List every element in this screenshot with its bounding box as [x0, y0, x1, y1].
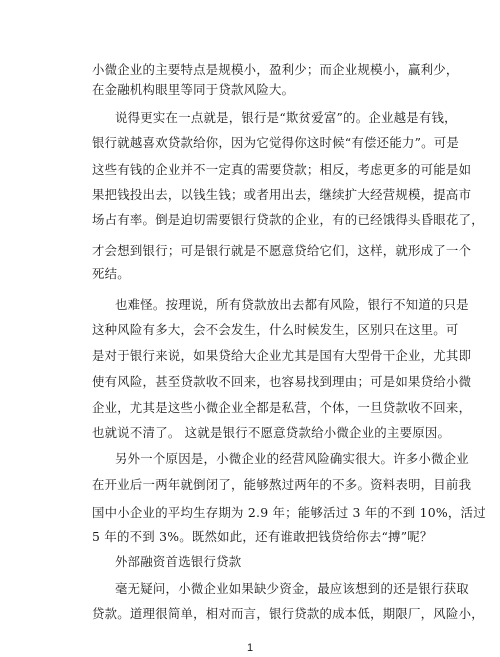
text-line: 也就说不清了。 这就是银行不愿意贷款给小微企业的主要原因。 [92, 425, 451, 440]
text-line: 小微企业的主要特点是规模小，盈利少；而企业规模小，赢利少， [92, 62, 459, 77]
text-line: 果把钱投出去，以钱生钱；或者用出去，继续扩大经营规模，提高市 [92, 187, 472, 202]
text-line: 这些有钱的企业并不一定真的需要贷款；相反，考虑更多的可能是如 [92, 162, 472, 177]
page-number: 1 [246, 642, 254, 654]
text-line: 也难怪。按理说，所有贷款放出去都有风险，银行不知道的只是 [115, 297, 469, 312]
text-line: 在金融机构眼里等同于贷款风险大。 [92, 82, 295, 97]
text-line: 5 年的不到 3%。既然如此，还有谁敢把钱贷给你去“搏”呢？ [92, 529, 433, 544]
text-line: 在开业后一两年就倒闭了，能够熬过两年的不多。资料表明，目前我 [92, 477, 472, 492]
text-line: 死结。 [92, 266, 130, 281]
text-line: 这种风险有多大，会不会发生，什么时候发生，区别只在这里。可 [92, 322, 459, 337]
text-line: 贷款。道理很简单，相对而言，银行贷款的成本低，期限厂，风险小， [92, 606, 484, 621]
text-line: 企业，尤其是这些小微企业全都是私营，个体，一旦贷款收不回来， [92, 400, 472, 415]
text-line: 另外一个原因是，小微企业的经营风险确实很大。许多小微企业 [115, 451, 469, 466]
text-line: 是对于银行来说，如果贷给大企业尤其是国有大型骨干企业，尤其即 [92, 348, 472, 363]
section-heading: 外部融资首选银行贷款 [115, 554, 242, 569]
text-line: 场占有率。倒是迫切需要银行贷款的企业，有的已经饿得头昏眼花了， [92, 212, 484, 227]
text-line: 才会想到银行；可是银行就是不愿意贷给它们，这样，就形成了一个 [92, 243, 472, 258]
text-line: 毫无疑问，小微企业如果缺少资金，最应该想到的还是银行获取 [115, 581, 469, 596]
text-line: 说得更实在一点就是，银行是“欺贫爱富”的。企业越是有钱， [115, 110, 457, 125]
text-line: 国中小企业的平均生存期为 2.9 年；能够活过 3 年的不到 10%，活过 [92, 505, 486, 520]
text-line: 使有风险，甚至贷款收不回来，也容易找到理由；可是如果贷给小微 [92, 374, 472, 389]
text-line: 银行就越喜欢贷款给你，因为它觉得你这时候“有偿还能力”。可是 [92, 135, 460, 150]
